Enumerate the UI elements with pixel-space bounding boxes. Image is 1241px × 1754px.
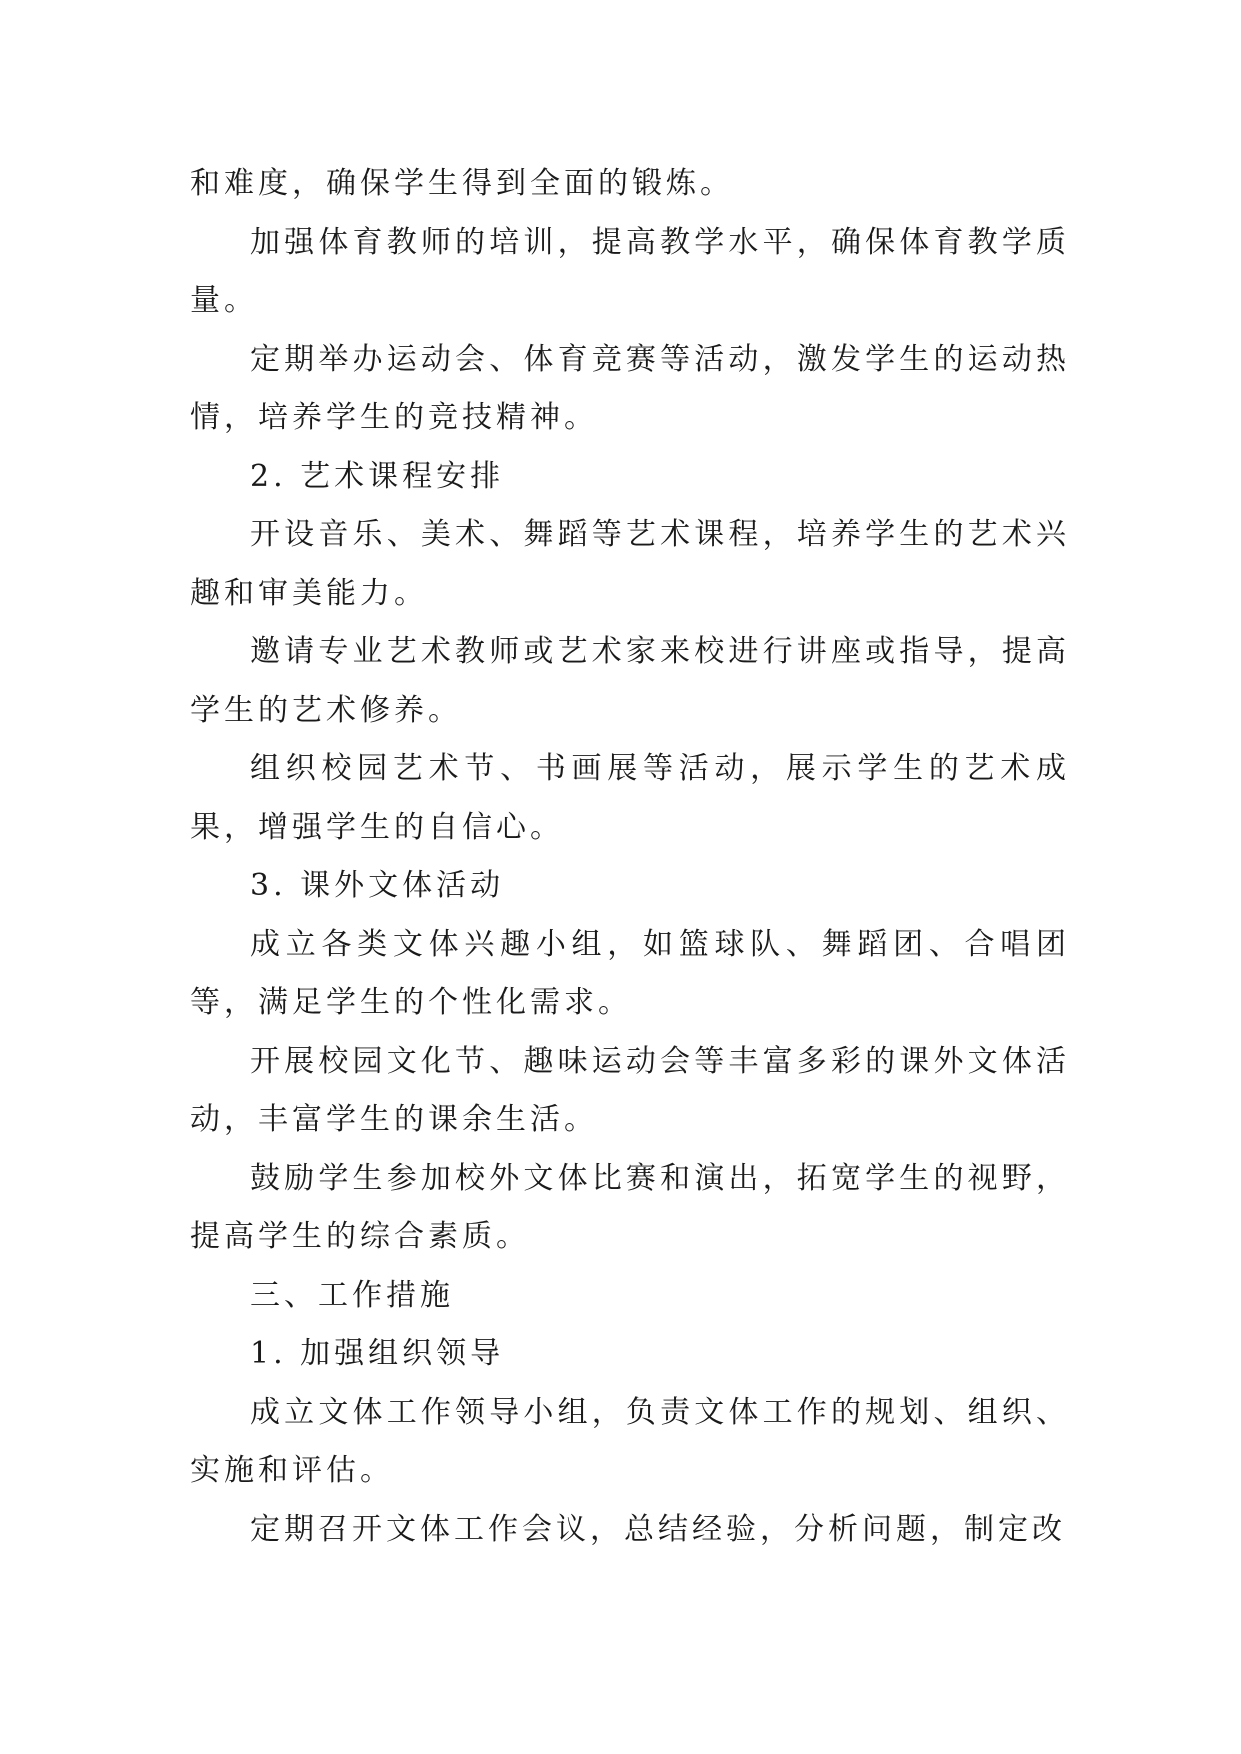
paragraph-external-competitions: 鼓励学生参加校外文体比赛和演出，拓宽学生的视野，提高学生的综合素质。 bbox=[190, 1160, 1070, 1254]
paragraph-interest-groups: 成立各类文体兴趣小组，如篮球队、舞蹈团、合唱团等，满足学生的个性化需求。 bbox=[190, 926, 1070, 1020]
paragraph-art-lectures: 邀请专业艺术教师或艺术家来校进行讲座或指导，提高学生的艺术修养。 bbox=[190, 634, 1070, 728]
paragraph-continuation: 和难度，确保学生得到全面的锻炼。 bbox=[190, 166, 734, 201]
heading-leadership: 1. 加强组织领导 bbox=[250, 1336, 505, 1371]
heading-work-measures: 三、工作措施 bbox=[250, 1277, 454, 1313]
paragraph-culture-festival: 开展校园文化节、趣味运动会等丰富多彩的课外文体活动，丰富学生的课余生活。 bbox=[190, 1043, 1070, 1137]
paragraph-work-meetings: 定期召开文体工作会议，总结经验，分析问题，制定改 bbox=[250, 1511, 1066, 1547]
paragraph-sports-events: 定期举办运动会、体育竞赛等活动，激发学生的运动热情，培养学生的竞技精神。 bbox=[190, 341, 1070, 435]
paragraph-leadership-group: 成立文体工作领导小组，负责文体工作的规划、组织、实施和评估。 bbox=[190, 1394, 1070, 1488]
paragraph-art-festival: 组织校园艺术节、书画展等活动，展示学生的艺术成果，增强学生的自信心。 bbox=[190, 751, 1070, 845]
document-body bbox=[190, 155, 1070, 1559]
heading-extracurricular: 3. 课外文体活动 bbox=[250, 868, 505, 903]
paragraph-teacher-training: 加强体育教师的培训，提高教学水平，确保体育教学质量。 bbox=[190, 224, 1070, 318]
heading-art-courses: 2. 艺术课程安排 bbox=[250, 458, 505, 494]
paragraph-art-courses: 开设音乐、美术、舞蹈等艺术课程，培养学生的艺术兴趣和审美能力。 bbox=[190, 517, 1070, 611]
